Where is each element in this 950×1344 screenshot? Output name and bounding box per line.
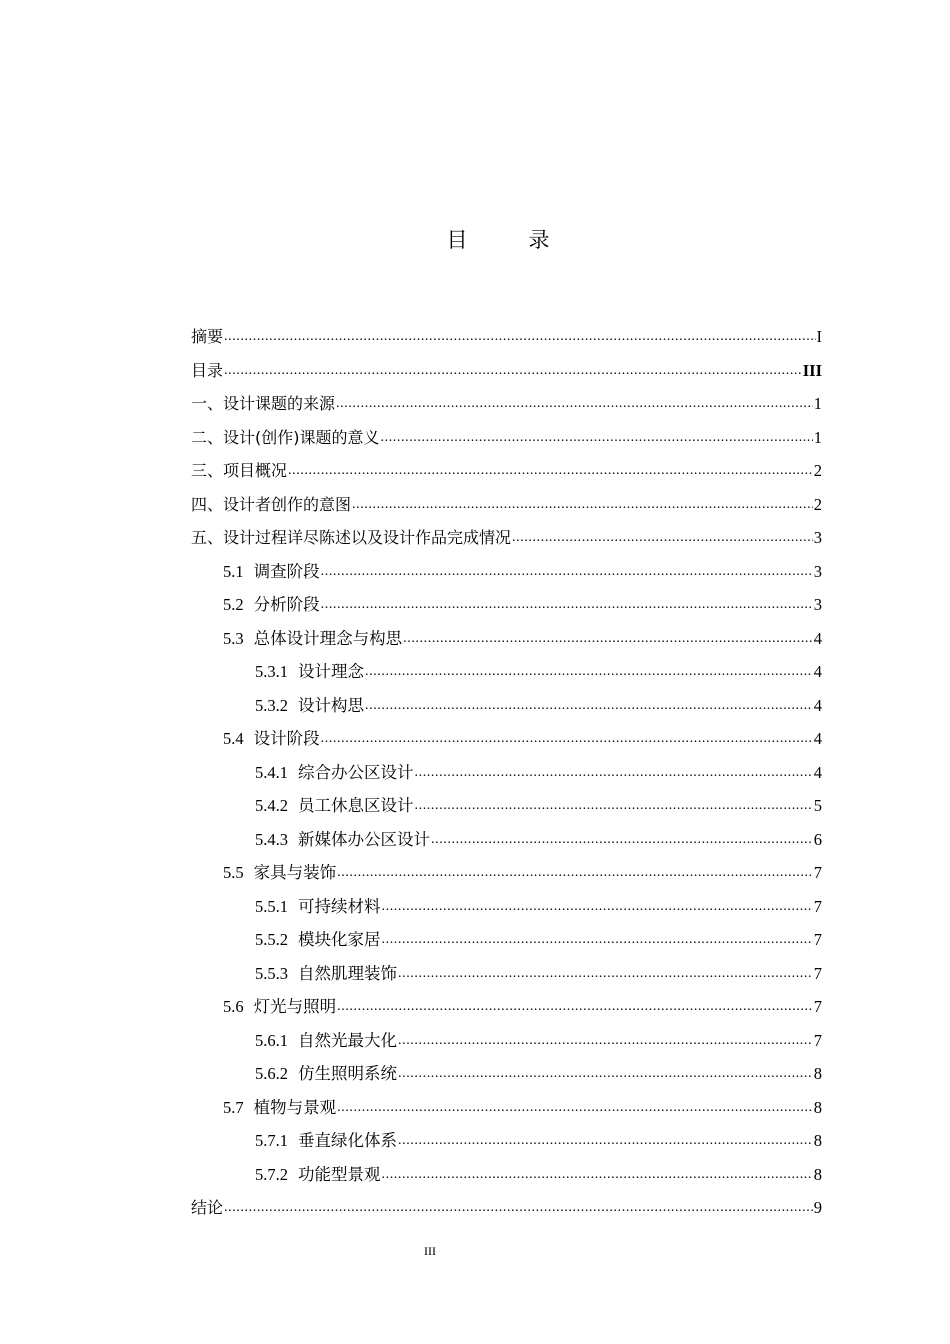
toc-entry-title: 一、设计课题的来源	[191, 394, 336, 413]
toc-leader-dots	[224, 354, 802, 388]
toc-leader-dots	[337, 990, 813, 1024]
toc-page-number: 8	[813, 1131, 822, 1150]
toc-entry-number: 5.3	[223, 628, 244, 648]
toc-leader-dots	[381, 421, 813, 455]
toc-entry-title: 家具与装饰	[253, 863, 337, 882]
toc-entry-5-7-1[interactable]	[191, 1124, 822, 1158]
toc-entry-5-4[interactable]	[191, 722, 822, 756]
toc-entry-title: 植物与景观	[253, 1097, 337, 1117]
toc-page-number: 8	[813, 1097, 822, 1117]
toc-page-number: 3	[813, 528, 822, 547]
toc-page-number: I	[816, 327, 822, 346]
toc-entry-title: 员工休息区设计	[298, 796, 414, 815]
toc-leader-dots	[403, 622, 813, 656]
toc-entry-section-5[interactable]	[191, 521, 822, 555]
toc-entry-title: 调查阶段	[253, 561, 320, 581]
toc-leader-dots	[398, 1057, 813, 1091]
toc-entry-number: 5.4.2	[255, 796, 288, 815]
toc-entry-5-6-2[interactable]	[191, 1057, 822, 1091]
toc-leader-dots	[336, 387, 813, 421]
toc-entry-contents[interactable]	[191, 354, 822, 388]
toc-page-number: 2	[813, 461, 822, 480]
toc-entry-5-5-3[interactable]	[191, 957, 822, 991]
toc-entry-number: 5.5.1	[255, 896, 288, 916]
toc-entry-number: 5.4.3	[255, 829, 288, 849]
toc-entry-title: 模块化家居	[298, 930, 381, 949]
toc-leader-dots	[352, 488, 813, 522]
toc-entry-5-3[interactable]	[191, 622, 822, 656]
toc-entry-title: 五、设计过程详尽陈述以及设计作品完成情况	[191, 528, 512, 547]
toc-entry-number: 5.2	[223, 595, 244, 614]
toc-leader-dots	[512, 521, 813, 555]
toc-entry-number: 5.5.2	[255, 930, 288, 949]
toc-leader-dots	[398, 1024, 813, 1058]
toc-entry-title: 摘要	[191, 327, 224, 346]
toc-page-number: 1	[813, 394, 822, 413]
toc-leader-dots	[382, 923, 813, 957]
toc-entry-number: 5.4	[223, 729, 244, 748]
toc-entry-5-5[interactable]	[191, 856, 822, 890]
toc-entry-number: 5.3.1	[255, 662, 288, 681]
toc-leader-dots	[431, 823, 813, 857]
table-of-contents	[191, 320, 822, 1225]
toc-entry-title: 设计阶段	[253, 729, 320, 748]
toc-page-number: 2	[813, 494, 822, 514]
toc-leader-dots	[415, 756, 813, 790]
toc-entry-5-5-2[interactable]	[191, 923, 822, 957]
toc-page-number: 4	[813, 762, 822, 782]
toc-entry-section-1[interactable]	[191, 387, 822, 421]
toc-leader-dots	[224, 1191, 813, 1225]
toc-leader-dots	[321, 588, 813, 622]
toc-entry-title: 自然光最大化	[298, 1030, 397, 1050]
toc-entry-number: 5.7	[223, 1097, 244, 1117]
toc-entry-title: 结论	[191, 1198, 224, 1217]
toc-entry-title: 四、设计者创作的意图	[191, 494, 352, 514]
toc-entry-title: 二、设计(创作)课题的意义	[191, 427, 380, 447]
toc-entry-5-4-3[interactable]	[191, 823, 822, 857]
toc-entry-number: 5.4.1	[255, 762, 288, 782]
toc-entry-abstract[interactable]	[191, 320, 822, 354]
toc-entry-title: 自然肌理装饰	[298, 963, 397, 983]
toc-leader-dots	[337, 1091, 813, 1125]
toc-entry-title: 垂直绿化体系	[298, 1131, 397, 1150]
toc-entry-title: 可持续材料	[298, 896, 381, 916]
toc-page-number: 3	[813, 561, 822, 581]
toc-entry-title: 仿生照明系统	[298, 1064, 397, 1083]
toc-leader-dots	[398, 957, 813, 991]
toc-entry-number: 5.5.3	[255, 963, 288, 983]
toc-entry-number: 5.7.1	[255, 1131, 288, 1150]
toc-page-number: III	[802, 360, 822, 380]
toc-page-number: 8	[813, 1164, 822, 1184]
toc-leader-dots	[337, 856, 813, 890]
toc-entry-title: 设计理念	[298, 662, 364, 681]
toc-page-number: 9	[813, 1198, 822, 1217]
toc-leader-dots	[382, 890, 813, 924]
toc-entry-title: 功能型景观	[298, 1164, 381, 1184]
toc-page-number: 4	[813, 628, 822, 648]
toc-entry-number: 5.7.2	[255, 1164, 288, 1184]
toc-entry-section-4[interactable]	[191, 488, 822, 522]
toc-entry-number: 5.3.2	[255, 695, 288, 715]
toc-leader-dots	[288, 454, 813, 488]
toc-entry-title: 分析阶段	[253, 595, 320, 614]
toc-entry-5-3-1[interactable]	[191, 655, 822, 689]
toc-entry-section-3[interactable]	[191, 454, 822, 488]
toc-leader-dots	[365, 689, 813, 723]
toc-entry-5-7-2[interactable]	[191, 1158, 822, 1192]
toc-entry-number: 5.6	[223, 997, 244, 1016]
toc-page-number: 7	[813, 1030, 822, 1050]
toc-leader-dots	[365, 655, 813, 689]
toc-entry-5-7[interactable]	[191, 1091, 822, 1125]
toc-page-number: 7	[813, 863, 822, 882]
toc-entry-title: 设计构思	[298, 695, 364, 715]
toc-entry-number: 5.6.1	[255, 1030, 288, 1050]
toc-leader-dots	[415, 789, 813, 823]
toc-page-number: 4	[813, 729, 822, 748]
toc-entry-number: 5.1	[223, 561, 244, 581]
toc-entry-5-5-1[interactable]	[191, 890, 822, 924]
toc-page-number: 7	[813, 963, 822, 983]
toc-entry-number: 5.5	[223, 863, 244, 882]
toc-page-number: 7	[813, 997, 822, 1016]
toc-page-number: 7	[813, 896, 822, 916]
toc-entry-5-6[interactable]	[191, 990, 822, 1024]
toc-page-number: 8	[813, 1064, 822, 1083]
toc-entry-title: 综合办公区设计	[298, 762, 414, 782]
toc-entry-5-1[interactable]	[191, 555, 822, 589]
toc-entry-section-2[interactable]	[191, 421, 822, 455]
toc-entry-number: 5.6.2	[255, 1064, 288, 1083]
toc-leader-dots	[321, 722, 813, 756]
toc-entry-5-2[interactable]	[191, 588, 822, 622]
toc-leader-dots	[398, 1124, 813, 1158]
toc-leader-dots	[382, 1158, 813, 1192]
toc-entry-title: 三、项目概况	[191, 461, 288, 480]
toc-page-number: 4	[813, 695, 822, 715]
toc-page-number: 5	[813, 796, 822, 815]
toc-leader-dots	[224, 320, 815, 354]
toc-entry-conclusion[interactable]	[191, 1191, 822, 1225]
toc-page-number: 3	[813, 595, 822, 614]
toc-entry-title: 新媒体办公区设计	[298, 829, 430, 849]
toc-entry-5-3-2[interactable]	[191, 689, 822, 723]
toc-entry-title: 总体设计理念与构思	[253, 628, 403, 648]
footer-page-number: III	[424, 1244, 436, 1258]
toc-entry-5-4-2[interactable]	[191, 789, 822, 823]
toc-page-number: 1	[813, 427, 822, 447]
page-title: 目 录	[446, 228, 570, 252]
toc-leader-dots	[321, 555, 813, 589]
toc-entry-title: 目录	[191, 360, 224, 380]
toc-entry-title: 灯光与照明	[253, 997, 337, 1016]
toc-page-number: 6	[813, 829, 822, 849]
toc-entry-5-6-1[interactable]	[191, 1024, 822, 1058]
toc-page-number: 7	[813, 930, 822, 949]
toc-entry-5-4-1[interactable]	[191, 756, 822, 790]
toc-page-number: 4	[813, 662, 822, 681]
